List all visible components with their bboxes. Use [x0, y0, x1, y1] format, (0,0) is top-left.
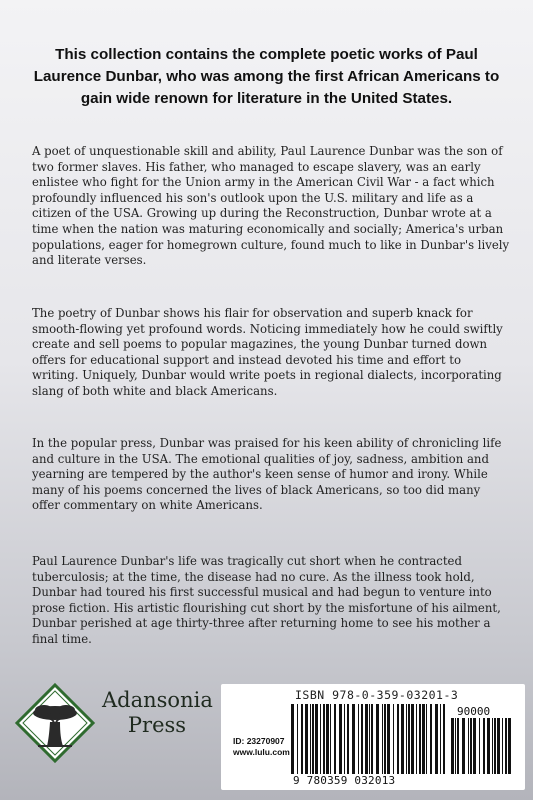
back-cover-headline: This collection contains the complete poetic works of Paul Laurence Dunbar, who was among the first African Americans to gain wide renown for literature in the United States.: [33, 46, 500, 107]
publisher-name-line-2: Press: [127, 713, 187, 737]
baobab-tree-icon: [14, 682, 96, 764]
publisher-name-line-1: Adansonia: [102, 688, 213, 712]
description-paragraph-4: Paul Laurence Dunbar's life was tragically cut short when he contracted tuberculosis; at the time, the disease had no cure. As the illness took hold, Dunbar had toured his first successful musical and had begun to venture into prose fiction. His artistic flourishing cut short by the misfortune of his ailment, Dunbar perished at age thirty-three after returning home to see his mother a final time.: [32, 554, 501, 646]
lulu-url: www.lulu.com: [233, 747, 290, 757]
barcode-digits: 9 780359 032013: [293, 774, 396, 787]
description-paragraph-3: In the popular press, Dunbar was praised for his keen ability of chronicling life and culture in the USA. The emotional qualities of joy, sadness, ambition and yearning are tempered by the author's keen sense of humor and irony. While many of his poems concerned the lives of black Americans, so too did many offer commentary on white Americans.: [32, 436, 502, 513]
price-addon-barcode: [451, 718, 513, 774]
isbn-barcode: [291, 704, 447, 774]
lulu-id: ID: 23270907: [233, 736, 285, 746]
publisher-name: [102, 688, 212, 738]
addon-digits: 90000: [457, 705, 491, 718]
description-paragraph-1: A poet of unquestionable skill and ability, Paul Laurence Dunbar was the son of two former slaves. His father, who managed to escape slavery, was an early enlistee who fight for the Union army in the American Civil War - a fact which profoundly influenced his son's outlook upon the U.S. military and life as a citizen of the USA. Growing up during the Reconstruction, Dunbar wrote at a time when the nation was maturing economically and socially; America's urban populations, eager for homegrown culture, found much to like in Dunbar's lively and literate verses.: [32, 144, 510, 268]
isbn-label: ISBN 978-0-359-03201-3: [295, 688, 459, 702]
barcode-panel: [221, 684, 525, 790]
description-paragraph-2: The poetry of Dunbar shows his flair for observation and superb knack for smooth-flowing yet profound words. Noticing immediately how he could swiftly create and sell poems to popular magazines, the young Dunbar turned down offers for educational support and instead devoted his time and effort to writing. Uniquely, Dunbar would write poets in regional dialects, incorporating slang of both white and black Americans.: [32, 306, 503, 398]
